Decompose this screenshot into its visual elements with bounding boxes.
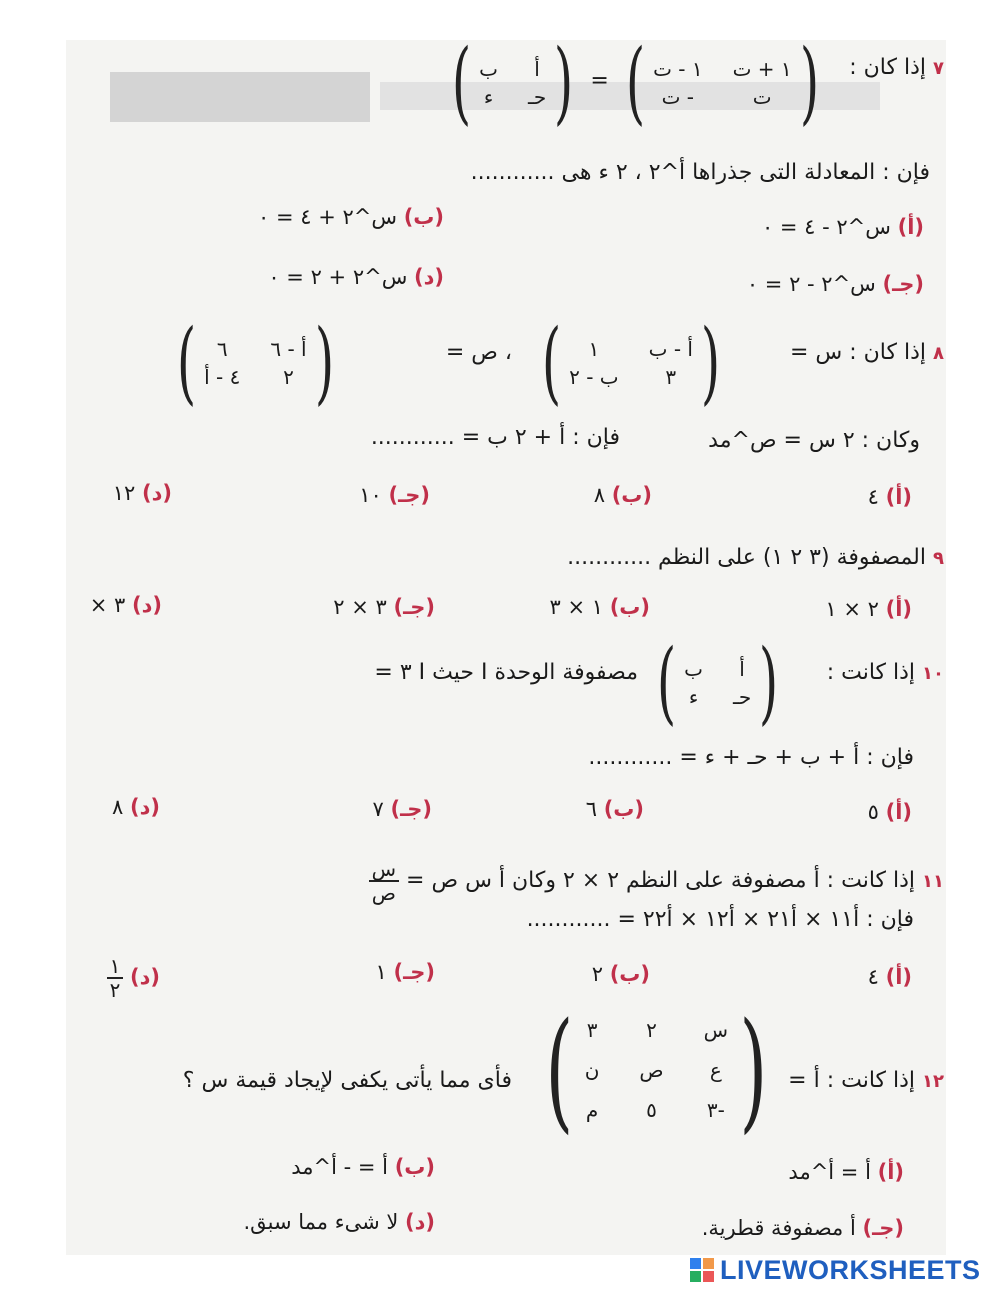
fraction-denominator: ص [371, 881, 396, 905]
matrix-cell: ٥ [646, 1098, 657, 1122]
matrix-cell: أ - ٦ [270, 337, 307, 361]
option-text: ٤ [867, 965, 879, 989]
option-fraction [107, 955, 124, 1001]
q8-matrix-y: ( أ - ٦ ٦ ٢ ٤ - أ ) [176, 310, 334, 415]
matrix-cell: أ [739, 657, 745, 681]
q7-option-b[interactable] [258, 205, 444, 229]
matrix-cell: أ [534, 57, 540, 81]
option-label: (أ) [885, 965, 912, 989]
q8-option-b[interactable] [594, 483, 652, 507]
option-label: (جـ) [882, 272, 924, 296]
q10-option-d[interactable] [112, 795, 160, 819]
option-text: لا شىء مما سبق. [243, 1210, 399, 1234]
option-text: ٣ × [89, 593, 126, 617]
q12-option-a[interactable] [788, 1160, 904, 1184]
matrix-cell: حـ [732, 685, 752, 709]
option-label: (ب) [611, 483, 652, 507]
matrix-cell: حـ [527, 85, 547, 109]
q10-option-a[interactable] [868, 800, 912, 824]
q10-prefix: إذا كانت : [826, 660, 916, 685]
q7-prefix: إذا كان : [849, 55, 926, 80]
q11-option-a[interactable] [868, 965, 912, 989]
matrix-cell: - ت [661, 85, 695, 109]
matrix-cell: ب - ٢ [569, 365, 619, 389]
liveworksheets-logo-icon [690, 1258, 714, 1282]
matrix-cell: م [585, 1098, 599, 1122]
q8-mid: ، ص = [445, 340, 512, 365]
equals-sign: = [590, 68, 609, 94]
q8-matrix-x: ( أ - ب ١ ٣ ب - ٢ ) [541, 310, 721, 415]
option-text: ٨ [112, 795, 124, 819]
q10-suffix: = ٣ I حيث I مصفوفة الوحدة [374, 660, 638, 685]
option-label: (جـ) [390, 797, 432, 821]
q12-number: ١٢ [922, 1071, 944, 1092]
q11-fraction [369, 858, 399, 904]
q7-matrix-left: ( ١ + ت ١ - ت ت - ت ) [625, 30, 819, 135]
matrix-cell: ء [688, 685, 699, 709]
matrix-cell: -٣ [706, 1098, 725, 1122]
option-text: س^٢ + ٢ = ٠ [268, 265, 408, 289]
matrix-cell: ١ [588, 337, 600, 361]
matrix-cell: ٢ [283, 365, 294, 389]
option-text: س^٢ - ٤ = ٠ [761, 215, 891, 239]
q12-option-d[interactable] [243, 1210, 435, 1234]
q12-option-b[interactable] [291, 1155, 435, 1179]
option-text: ٢ [591, 962, 603, 986]
option-label: (جـ) [393, 960, 435, 984]
q10-matrix: ( أ ب حـ ء ) [656, 630, 779, 735]
option-text: ٢ × ١ [825, 597, 879, 621]
option-label: (أ) [877, 1160, 904, 1184]
q10-option-b[interactable] [586, 797, 644, 821]
matrix-cell: ع [709, 1058, 722, 1082]
option-label: (أ) [885, 800, 912, 824]
q9-line [567, 545, 944, 570]
matrix-cell: ٤ - أ [204, 365, 241, 389]
option-label: (د) [130, 795, 160, 819]
q12-stem: فأى مما يأتى يكفى لإيجاد قيمة س ؟ [182, 1068, 512, 1093]
q11-line [369, 858, 944, 904]
q8-number: ٨ [933, 343, 944, 364]
q10-header [827, 660, 944, 685]
q7-option-a[interactable] [762, 215, 924, 239]
q8-option-a[interactable] [868, 485, 912, 509]
q8-stem: فإن : أ + ٢ ب = ............ [370, 425, 620, 450]
matrix-cell: ص [639, 1058, 664, 1082]
q7-option-c[interactable] [747, 272, 924, 296]
q11-stem2: فإن : أ١١ × أ٢١ × أ١٢ × أ٢٢ = ............ [526, 907, 914, 932]
q8-option-c[interactable] [359, 483, 430, 507]
bleed-through-band [110, 72, 370, 122]
option-text: ١ [375, 960, 387, 984]
option-text: ٨ [593, 483, 605, 507]
q8-option-d[interactable] [113, 481, 172, 505]
matrix-cell: ء [483, 85, 494, 109]
option-label: (أ) [885, 485, 912, 509]
matrix-cell: أ - ب [648, 337, 693, 361]
q7-option-d[interactable] [268, 265, 444, 289]
option-text: س^٢ + ٤ = ٠ [258, 205, 397, 229]
option-label: (جـ) [393, 595, 435, 619]
brand-text: LIVEWORKSHEETS [720, 1254, 981, 1285]
option-text: أ = - أ^مد [291, 1155, 388, 1179]
q7-number: ٧ [933, 58, 944, 79]
matrix-cell: ب [479, 57, 498, 81]
q11-option-c[interactable] [376, 960, 435, 984]
option-label: (جـ) [388, 483, 430, 507]
option-text: ١ × ٣ [549, 595, 603, 619]
option-text: أ مصفوفة قطرية. [701, 1216, 856, 1240]
q12-option-c[interactable] [702, 1216, 904, 1240]
matrix-cell: س [703, 1018, 729, 1042]
option-label: (أ) [885, 597, 912, 621]
q10-number: ١٠ [922, 663, 944, 684]
fraction-numerator: س [369, 858, 399, 882]
q7-stem: فإن : المعادلة التى جذراها أ^٢ ، ٢ ء هى ............ [470, 160, 930, 185]
q11-option-b[interactable] [592, 962, 650, 986]
option-label: (ب) [403, 205, 444, 229]
matrix-cell: ١ - ت [653, 57, 703, 81]
q11-stem: إذا كانت : أ مصفوفة على النظم ٢ × ٢ وكان أ س ص = [406, 868, 916, 893]
option-label: (ب) [609, 595, 650, 619]
option-label: (ب) [609, 962, 650, 986]
matrix-cell: ٣ [586, 1018, 598, 1042]
option-text: ٧ [372, 797, 384, 821]
option-text: ١٢ [112, 481, 136, 505]
q7-matrix-right: ( أ ب حـ ء ) [451, 30, 574, 135]
q11-number: ١١ [922, 871, 944, 892]
fraction-numerator: ١ [107, 955, 124, 979]
q10-stem: فإن : أ + ب + حـ + ء = ............ [588, 745, 914, 770]
matrix-cell: ن [584, 1058, 600, 1082]
matrix-cell: ٣ [665, 365, 677, 389]
q9-stem: المصفوفة (٣ ٢ ١) على النظم ............ [567, 545, 926, 570]
q9-number: ٩ [933, 548, 944, 569]
q8-header [790, 340, 944, 365]
matrix-cell: ١ + ت [732, 57, 792, 81]
option-label: (د) [142, 481, 172, 505]
q9-option-d[interactable] [90, 593, 162, 617]
option-text: ٣ × ٢ [333, 595, 387, 619]
q9-option-c[interactable] [333, 595, 435, 619]
liveworksheets-logo [690, 1255, 981, 1285]
option-label: (ب) [394, 1155, 435, 1179]
option-label: (أ) [897, 215, 924, 239]
fraction-denominator: ٢ [109, 978, 121, 1002]
option-label: (د) [132, 593, 162, 617]
option-text: ٤ [867, 485, 879, 509]
q7-matrices [440, 30, 831, 135]
q7-header [849, 55, 944, 80]
matrix-cell: ٦ [216, 337, 228, 361]
option-text: ٥ [867, 800, 879, 824]
q10-option-c[interactable] [373, 797, 432, 821]
option-label: (جـ) [862, 1216, 904, 1240]
option-text: ١٠ [359, 483, 382, 507]
option-label: (د) [414, 265, 444, 289]
q8-condition: وكان : ٢ س = ص^مد [708, 428, 920, 453]
q12-prefix: إذا كانت : أ = [788, 1068, 916, 1093]
q11-option-d[interactable] [107, 955, 160, 1001]
q12-matrix: ( س ٢ ٣ ع ص ن -٣ ٥ م ) [545, 994, 768, 1146]
option-label: (د) [130, 965, 160, 989]
q9-option-b[interactable] [549, 595, 650, 619]
option-label: (د) [405, 1210, 435, 1234]
q8-prefix: إذا كان : س = [789, 340, 926, 365]
option-text: أ = أ^مد [788, 1160, 871, 1184]
matrix-cell: ٢ [646, 1018, 657, 1042]
matrix-cell: ت [752, 85, 772, 109]
q9-option-a[interactable] [825, 597, 912, 621]
option-text: ٦ [585, 797, 597, 821]
matrix-cell: ب [684, 657, 703, 681]
option-label: (ب) [603, 797, 644, 821]
option-text: س^٢ - ٢ = ٠ [746, 272, 876, 296]
q12-header [788, 1068, 944, 1093]
